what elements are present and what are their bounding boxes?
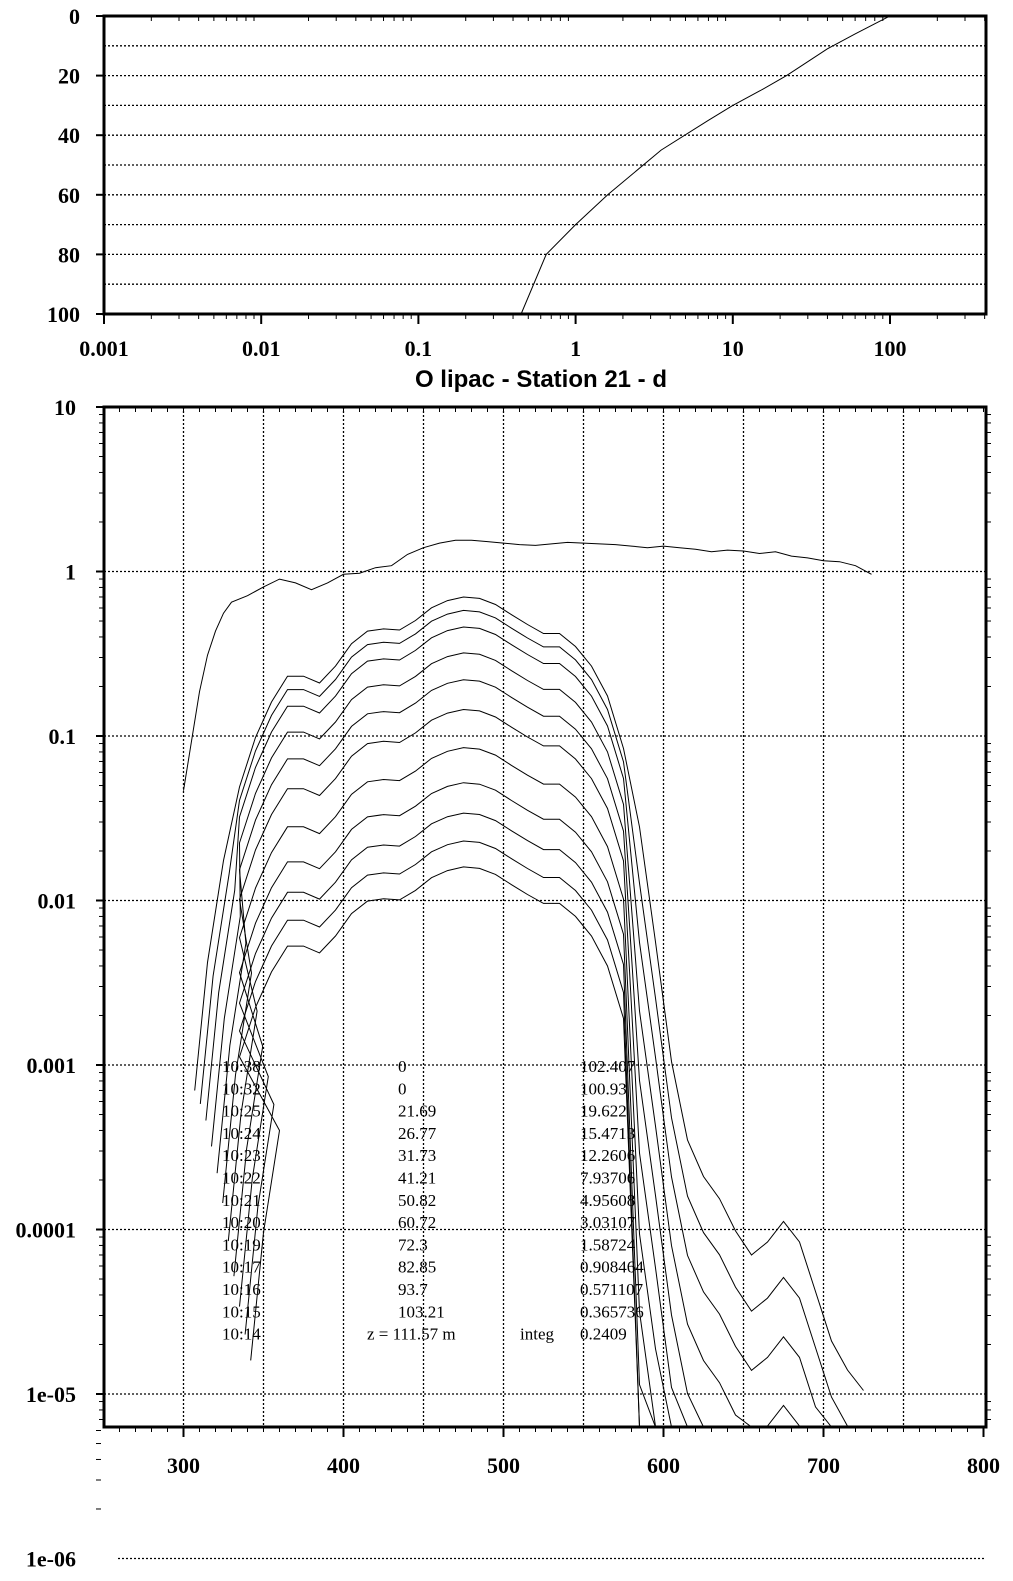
- bottom-y-tick-label: 1e-05: [25, 1382, 76, 1407]
- depth-spectrum-curve: [223, 710, 864, 1428]
- series-depth-label: 82.85: [398, 1257, 437, 1277]
- series-integ-label: integ: [520, 1324, 554, 1344]
- series-depth-label: 0: [398, 1057, 407, 1076]
- series-time-label: 10:20: [222, 1213, 261, 1233]
- bottom-y-tick-label: 1e-06: [25, 1546, 76, 1572]
- series-depth-label: 26.77: [398, 1123, 437, 1143]
- series-value-label: 0.2409: [580, 1324, 627, 1344]
- series-depth-label: 50.82: [398, 1190, 437, 1210]
- top-x-tick-label: 10: [721, 336, 744, 361]
- series-time-label: 10:21: [222, 1190, 261, 1210]
- series-depth-label: 60.72: [398, 1213, 437, 1233]
- bottom-x-tick-label: 800: [967, 1453, 1000, 1478]
- spectra-panel: [16, 395, 1001, 1572]
- depth-profile-panel: [47, 4, 986, 361]
- top-y-tick-label: 20: [58, 63, 80, 89]
- bottom-y-tick-label: 10: [54, 395, 76, 420]
- top-y-tick-label: 0: [69, 4, 80, 29]
- depth-spectrum-curve: [206, 627, 864, 1427]
- series-depth-label: 0: [398, 1079, 407, 1099]
- depth-spectrum-curve: [200, 610, 863, 1427]
- series-value-label: 1.58724: [580, 1235, 636, 1255]
- series-value-label: 3.03107: [580, 1213, 636, 1233]
- series-depth-label: 41.21: [398, 1168, 437, 1188]
- bottom-x-tick-label: 300: [167, 1453, 200, 1478]
- depth-spectrum-curve: [212, 653, 864, 1427]
- series-value-label: 102.407: [580, 1057, 636, 1076]
- bottom-y-tick-label: 0.0001: [15, 1217, 76, 1243]
- spectra-curves: [184, 540, 872, 1427]
- series-depth-label: 21.69: [398, 1101, 437, 1121]
- series-time-label: 10:16: [222, 1280, 261, 1299]
- series-time-label: 10:17: [222, 1257, 261, 1277]
- series-time-label: 10:25: [222, 1101, 261, 1121]
- series-value-label: 12.2606: [580, 1146, 636, 1166]
- series-value-label: 7.93706: [580, 1168, 636, 1188]
- series-time-label: 10:22: [222, 1168, 261, 1188]
- top-y-tick-label: 40: [58, 123, 80, 149]
- top-x-tick-label: 0.1: [404, 336, 433, 361]
- series-value-label: 0.571107: [580, 1280, 644, 1299]
- top-y-axis: [47, 4, 104, 327]
- series-time-label: 10:24: [222, 1123, 261, 1143]
- bottom-x-tick-label: 500: [487, 1453, 520, 1478]
- top-x-tick-label: 1: [570, 336, 582, 361]
- series-value-label: 100.93: [580, 1079, 627, 1099]
- top-y-tick-label: 80: [58, 242, 80, 268]
- series-time-label: 10:15: [222, 1302, 261, 1322]
- series-value-label: 19.622: [580, 1101, 627, 1121]
- series-value-label: 15.4713: [580, 1123, 636, 1143]
- chart-title: O lipac - Station 21 - d: [414, 366, 668, 393]
- series-time-label: 10:14: [222, 1324, 261, 1344]
- series-time-label: 10:19: [222, 1235, 261, 1255]
- series-time-label: 10:23: [222, 1146, 261, 1166]
- series-value-label: 4.95608: [580, 1190, 636, 1210]
- bottom-x-tick-label: 700: [807, 1453, 840, 1478]
- bottom-x-tick-label: 600: [647, 1453, 680, 1478]
- bottom-y-tick-label: 1: [65, 559, 76, 585]
- series-value-label: 0.908464: [580, 1257, 644, 1277]
- series-time-label: 10:32: [222, 1079, 261, 1099]
- bottom-y-tick-label: 0.1: [48, 724, 76, 749]
- bottom-y-tick-label: 0.01: [37, 888, 76, 914]
- series-value-label: 0.365736: [580, 1302, 644, 1322]
- top-gridlines: [104, 46, 986, 284]
- series-depth-label: 93.7: [398, 1280, 428, 1299]
- series-time-label: 10:38: [222, 1057, 261, 1076]
- surface-spectrum-curve: [184, 540, 872, 791]
- series-depth-label: 31.73: [398, 1146, 437, 1166]
- series-depth-label: 103.21: [398, 1302, 445, 1322]
- series-depth-label: 72.3: [398, 1235, 428, 1255]
- top-y-tick-label: 60: [58, 182, 80, 208]
- depth-spectrum-curve: [195, 597, 864, 1391]
- depth-spectrum-curve: [217, 680, 863, 1427]
- top-y-tick-label: 100: [47, 302, 80, 327]
- bottom-x-tick-label: 400: [327, 1453, 360, 1478]
- top-x-tick-label: 0.01: [241, 336, 281, 361]
- top-x-tick-label: 100: [873, 336, 907, 361]
- bottom-y-tick-label: 0.001: [26, 1053, 76, 1078]
- series-depth-label: z = 111.57 m: [367, 1324, 456, 1344]
- series-annotations: [222, 1057, 644, 1344]
- top-x-tick-label: 0.001: [79, 336, 129, 361]
- top-x-axis: [79, 16, 984, 361]
